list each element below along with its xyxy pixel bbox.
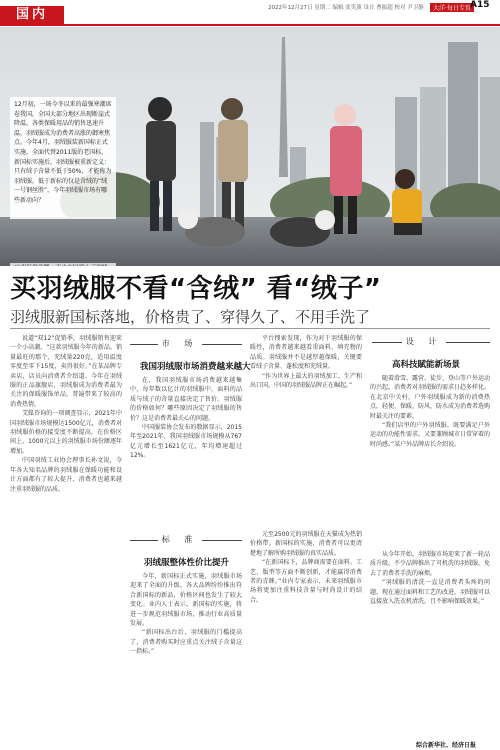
paragraph: “作为世界上最大的羽绒加工、生产和出口国，中国的羽绒服品牌正在崛起。” [250,372,362,390]
page-header [0,0,500,24]
article-column-3a [250,334,362,524]
author-credit: 综合新华社、经济日报 [416,742,477,749]
section-title-design: 高科技賦能新场景 [392,360,461,370]
paragraph: 在，我国羽绒服市场消费越来越集中，每年数以亿计的羽绒服中，面料的品质与绒子的含量直接决定了售价。羽绒服的价格如何？哪些原因决定了羽绒服的售价？这是消费者最关心的问题。 [130,377,242,422]
paragraph: 元至2500元的羽绒服在天猫成为热销价格带。新国标的实施，消费者可以更清楚地了解所购羽绒服的真实品质。 [250,531,362,557]
header-rule [0,24,500,26]
subheadline: 羽绒服新国标落地，价格贵了、穿得久了、不用手洗了 [10,308,371,326]
edition-tag: 大洋·每日专页 [430,3,474,12]
article-column-4b [370,550,490,736]
section-title-market: 我国羽绒服市场消费越来越大 [140,362,251,372]
paragraph: 说道“双12”促销季，羽绒服销售迎来一个小高潮。“这款羽绒服今年的新品，销量最旺的那个，充绒量220克，适用温度零度至零下15度，卖得很好。”在某品牌专卖店，店员向消费者介绍道。今年在羽绒服的正品旗舰店，羽绒服成为消费者最为关注的保暖服饰单品，普遍带来了较高的消费热情。 [10,335,122,408]
paragraph: 随着滑雪、露营、徒步、登山等户外运动的兴起，消费者对羽绒服的需求日趋多样化。在北京中关村，户外羽绒服成为新的消费热点，轻便、保暖、防风、防水成为消费者选购时最关注的要素。 [370,375,490,420]
lead-paragraph: 12月初，一场今冬以来的最强寒潮席卷我国，全国大部分地区出现断崖式降温，各类保暖用品的销售迅速升温，羽绒服成为消费者高涨的御寒焦点。今年4月，羽绒服装新国标正式实施，全面代替2011版的老国标，新国标实施后，羽绒服被重新定义：只有绒子含量不低于50%，才能称为羽绒服，低于新标的仅是含绒的“绒一号钢丝胜”。今年羽绒服市场有哪些新动向？ [10,97,116,219]
paragraph: 中国羽绒工业协会理事长孙文说，今年各大知名品牌的羽绒服在保暖功能和设计方面都有了较大提升，消费者也越来越注重羽绒服的品质。 [10,457,122,493]
section-rule [130,344,158,345]
headline: 买羽绒服不看“含绒” 看“绒子” [10,274,382,304]
section-label-standard: 标 准 [161,535,199,544]
paragraph: 平台搜索发现，作为对于羽绒服的保暖性，消费者越来越看重面料、填充物的品质。羽绒服并不是越厚越保暖，关键要看绒子含量、蓬松度和充绒量。 [250,335,362,371]
section-label-design: 设 计 [405,337,443,346]
paragraph: “新国标出台后，羽绒服的门槛提高了，消费者购买时应重点关注绒子含量这一指标。” [130,629,242,656]
article-column-2a [130,376,242,531]
headline-divider [10,328,490,329]
section-rule [202,540,242,541]
paragraph: 艾媒咨询的一项调查显示，2021年中国羽绒服市场规模达1500亿元，消费者对羽绒服价格的接受度不断提高。在价格区间上，1000元以上的羽绒服市场份额逐年增加。 [10,410,122,455]
section-rule [372,342,402,343]
article-column-4a [370,374,490,544]
paragraph: 今年，新国标正式实施，羽绒服市场迎来了全面的升级。各大品牌纷纷推出符合新国标的新品，价格区间也发生了较大变化。业内人士表示，新国标的实施，将进一步规范羽绒服市场，推动行业高质量发展。 [130,573,242,628]
page-number: A15 [470,0,490,10]
section-tag: 国内 [0,6,64,24]
section-title-standard: 羽绒服整体性价比提升 [144,558,230,568]
section-rule [130,540,158,541]
paragraph: 从今年开始，羽绒服市场迎来了新一轮品质升级。不少品牌推出了可机洗的羽绒服，免去了消费者手洗的麻烦。 [370,551,490,577]
paragraph: “在新国标下，品牌商需要在面料、工艺、版型等方面不断创新，才能赢得消费者的青睐。”业内专家表示，未来羽绒服市场将更加注重科技含量与时尚设计的结合。 [250,559,362,604]
paragraph: 中国服装协会发布的数据显示，2015年至2021年，我国羽绒服市场规模从767亿元增长至1621亿元，年均增速超过12%。 [130,424,242,460]
section-rule [446,342,490,343]
section-label-market: 市 场 [161,339,199,348]
article-column-1 [10,334,122,737]
dateline: 2022年12月27日 星期二 编辑 张笑旗 设计 曹振超 校对 尹卫静 [268,5,424,11]
news-photo [0,27,500,266]
paragraph: “我们店里的户外羽绒服，既要满足户外运动的功能性需求，又要兼顾城市日常穿着的时尚感。”某户外品牌店长介绍说。 [370,422,490,448]
article-column-2b [130,572,242,737]
section-rule [202,344,242,345]
photo-caption [10,263,116,266]
paragraph: “羽绒服的清洗一直是消费者头疼的问题，现在通过面料和工艺的改进，羽绒服可以直接放入洗衣机清洗，且不影响保暖效果。” [370,579,490,606]
article-column-3b [250,530,362,737]
